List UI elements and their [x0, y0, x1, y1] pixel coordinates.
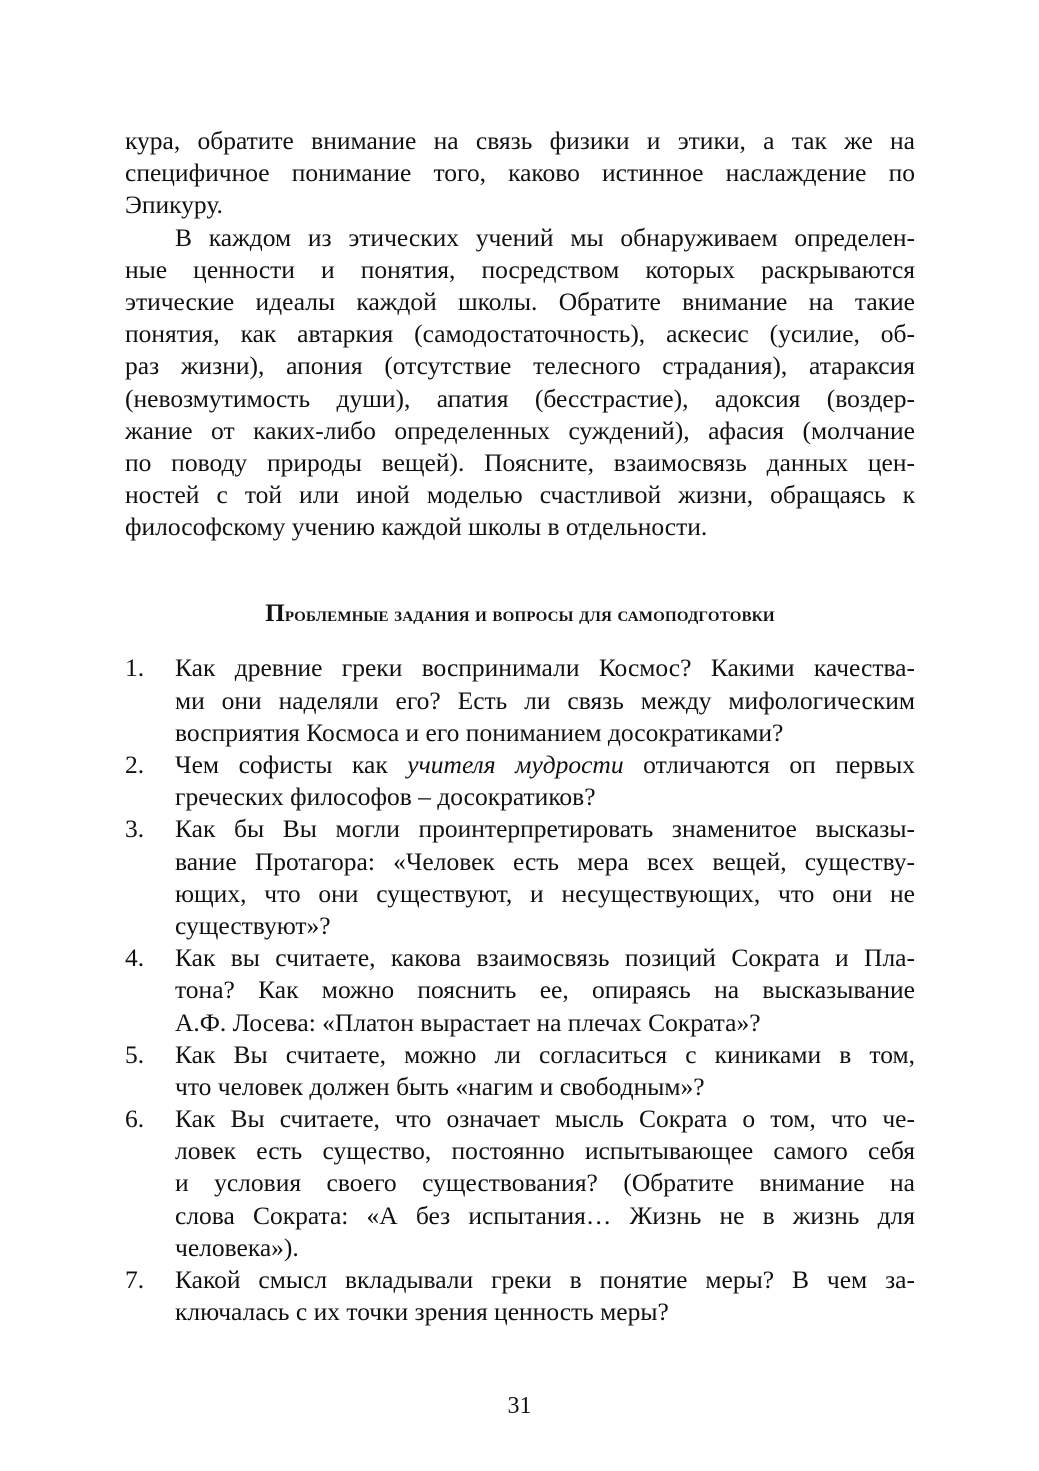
- text-line: существуют»?: [175, 910, 331, 940]
- list-number: 4.: [125, 943, 145, 973]
- text-line: Как бы Вы могли проинтерпретировать знаменитое высказы-: [175, 814, 915, 844]
- text-line: ющих, что они существуют, и несуществующих, что они не: [175, 878, 915, 908]
- section-spacer: [125, 543, 915, 598]
- text-line: что человек должен быть «нагим и свободным»?: [175, 1071, 705, 1101]
- text-line: философскому учению каждой школы в отдельности.: [125, 512, 708, 542]
- list-number: 3.: [125, 814, 145, 844]
- text-line: раз жизни), апония (отсутствие телесного страдания), атараксия: [125, 351, 915, 381]
- list-item: [125, 1103, 915, 1264]
- text-line: по поводу природы вещей). Поясните, взаимосвязь данных цен-: [125, 447, 915, 477]
- text-line: (невозмутимость души), апатия (бесстрастие), адоксия (воздер-: [125, 383, 915, 413]
- text-line: Как вы считаете, какова взаимосвязь позиций Сократа и Пла-: [175, 943, 915, 973]
- text-line: ностей с той или иной моделью счастливой жизни, обращаясь к: [125, 480, 915, 510]
- text-line: вание Протагора: «Человек есть мера всех вещей, существу-: [175, 846, 915, 876]
- text-line: греческих философов – досократиков?: [175, 782, 596, 812]
- text-line: этические идеалы каждой школы. Обратите внимание на такие: [125, 286, 915, 316]
- list-item: [125, 652, 915, 749]
- list-number: 6.: [125, 1104, 145, 1134]
- list-item: [125, 1264, 915, 1328]
- text-segment: Чем софисты как: [175, 750, 408, 779]
- list-item: [125, 942, 915, 1039]
- heading-initial: П: [265, 600, 285, 628]
- text-line: человека»).: [175, 1232, 299, 1262]
- text-line: Какой смысл вкладывали греки в понятие меры? В чем за-: [175, 1265, 915, 1294]
- text-line: ключалась с их точки зрения ценность меры?: [175, 1297, 669, 1327]
- text-line: понятия, как автаркия (самодостаточность), аскесис (усилие, об-: [125, 319, 915, 349]
- text-line: В каждом из этических учений мы обнаруживаем определен-: [175, 222, 915, 252]
- list-item: [125, 813, 915, 942]
- text-line: жание от каких-либо определенных суждений), афасия (молчание: [125, 415, 915, 445]
- text-line: А.Ф. Лосева: «Платон вырастает на плечах Сократа»?: [175, 1007, 761, 1037]
- page-number: 31: [507, 1393, 532, 1419]
- italic-term: учителя мудрости: [407, 750, 624, 779]
- text-line: и условия своего существования? (Обратите внимание на: [175, 1168, 915, 1198]
- question-list: [125, 652, 915, 1328]
- text-line: Как Вы считаете, можно ли согласиться с киниками в том,: [175, 1039, 915, 1069]
- list-number: 7.: [125, 1265, 145, 1294]
- text-segment: отличаются оп первых: [623, 750, 915, 779]
- text-line: тона? Как можно пояснить ее, опираясь на высказывание: [175, 975, 915, 1005]
- text-line: [175, 749, 915, 781]
- text-line: Как Вы считаете, что означает мысль Сократа о том, что че-: [175, 1104, 915, 1134]
- list-number: 5.: [125, 1039, 145, 1069]
- text-line: ные ценности и понятия, посредством которых раскрываются: [125, 254, 915, 284]
- text-line: восприятия Космоса и его пониманием досократиками?: [175, 717, 784, 747]
- list-item: [125, 749, 915, 813]
- list-number: 2.: [125, 750, 145, 779]
- page-body: [125, 125, 915, 1328]
- text-line: Как древние греки воспринимали Космос? Какими качества-: [175, 653, 915, 683]
- heading-gap: [125, 630, 915, 652]
- heading-rest: роблемные задания и вопросы для самоподготовки: [284, 602, 775, 627]
- text-line: кура, обратите внимание на связь физики и этики, а так же на: [125, 126, 915, 155]
- section-heading: [125, 598, 915, 630]
- list-item: [125, 1039, 915, 1103]
- list-number: 1.: [125, 653, 145, 683]
- text-line: Эпикуру.: [125, 190, 223, 220]
- paragraph-2: [125, 222, 915, 544]
- text-line: специфичное понимание того, каково истинное наслаждение по: [125, 158, 915, 188]
- text-line: ловек есть существо, постоянно испытывающее самого себя: [175, 1136, 915, 1166]
- paragraph-1: [125, 125, 915, 222]
- text-line: ми они наделяли его? Есть ли связь между мифологическим: [175, 685, 915, 715]
- text-line: слова Сократа: «А без испытания… Жизнь не в жизнь для: [175, 1200, 915, 1230]
